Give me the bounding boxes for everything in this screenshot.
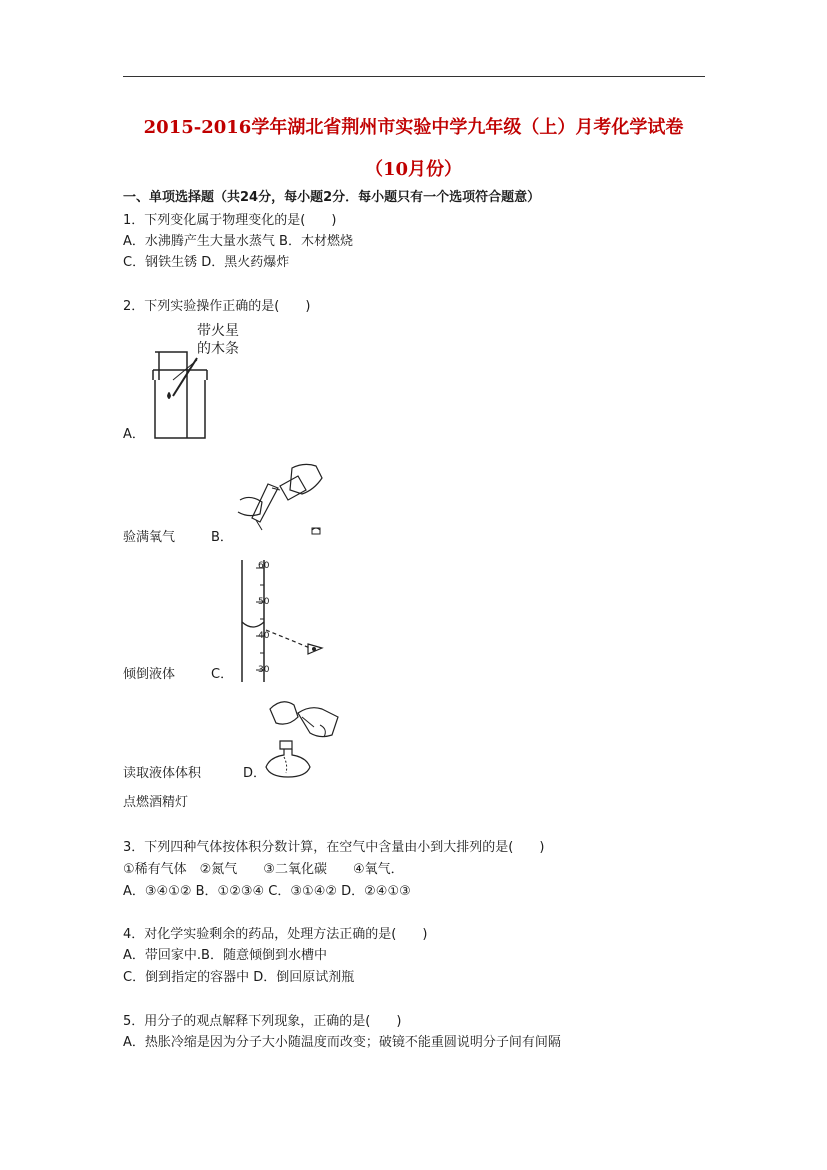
q3-options: A．③④①② B．①②③④ C．③①④② D．②④①③ [123, 884, 411, 899]
figure-a-gas-bottle [145, 340, 235, 440]
figure-b-pouring [232, 460, 327, 540]
q2-option-d-caption: 点燃酒精灯 [123, 795, 189, 810]
q4-stem: 4．对化学实验剩余的药品，处理方法正确的是( ) [123, 927, 428, 942]
exam-title: 2015-2016学年湖北省荆州市实验中学九年级（上）月考化学试卷 [143, 117, 684, 138]
q5-option-a: A．热胀冷缩是因为分子大小随温度而改变；破镜不能重圆说明分子间有间隔 [123, 1035, 561, 1050]
header-rule [123, 76, 705, 77]
tick-label-50: 50 [258, 597, 270, 607]
q2-option-a-caption: 验满氧气 [123, 530, 176, 545]
q2-option-a-letter: A． [123, 427, 145, 442]
q1-stem: 1．下列变化属于物理变化的是( ) [123, 213, 337, 228]
q5-stem: 5．用分子的观点解释下列现象，正确的是( ) [123, 1014, 402, 1029]
tick-label-30: 30 [258, 665, 270, 675]
tick-label-60: 60 [258, 561, 270, 571]
q4-options-line1: A．带回家中.B．随意倾倒到水槽中 [123, 948, 327, 963]
figure-d-alcohol-lamp [262, 695, 347, 780]
q2-option-b-letter: B． [211, 530, 233, 545]
tick-label-40: 40 [258, 631, 270, 641]
q1-options-line1: A．水沸腾产生大量水蒸气 B．木材燃烧 [123, 234, 353, 249]
q2-option-b-caption: 倾倒液体 [123, 667, 176, 682]
q2-stem: 2．下列实验操作正确的是( ) [123, 299, 311, 314]
exam-subtitle: （10月份） [364, 159, 463, 180]
q4-options-line2: C．倒到指定的容器中 D．倒回原试剂瓶 [123, 970, 355, 985]
q3-stem: 3．下列四种气体按体积分数计算，在空气中含量由小到大排列的是( ) [123, 840, 545, 855]
figure-a-label: 带火星 的木条 [197, 323, 239, 357]
q3-items: ①稀有气体 ②氮气 ③二氧化碳 ④氧气． [123, 862, 404, 877]
q2-option-c-letter: C． [211, 667, 234, 682]
figure-c-graduated-cylinder [238, 560, 338, 685]
q2-option-c-caption: 读取液体体积 [123, 766, 202, 781]
section-heading: 一、单项选择题（共24分，每小题2分．每小题只有一个选项符合题意） [123, 190, 541, 205]
q1-options-line2: C．钢铁生锈 D．黑火药爆炸 [123, 255, 290, 270]
q2-option-d-letter: D． [243, 766, 267, 781]
